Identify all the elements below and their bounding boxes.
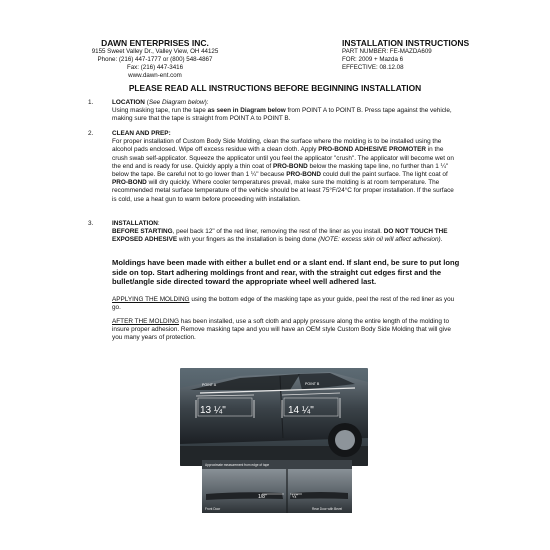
- after-paragraph: AFTER THE MOLDING has been installed, use a soft cloth and apply pressure along the entire length of the molding to insure proper adhesion. Remove masking tape and you will have an OEM style Custom Body Side Molding that will give you many years of protection.: [112, 318, 451, 342]
- company-fax: Fax: (216) 447-3416: [126, 64, 184, 71]
- section-number-1: 1.: [88, 99, 94, 106]
- company-phone: Phone: (216) 447-1777 or (800) 548-4867: [97, 56, 213, 63]
- detail-photo: [202, 460, 352, 513]
- section-clean-prep: CLEAN AND PREP: For proper installation of Custom Body Side Molding, clean the surface where the molding is to be installed using the alcohol pads enclosed. Wipe off excess residue with a clean cloth. Apply PRO-BOND ADHESIVE PROMOTER in the crush swab self-applicator. Squeeze the applicator until you feel the applicator "crush". The applicator will become wet on the end and is ready for use. Quickly apply a thin coat of PRO-BOND below the masking tape line, no further than 1 ¼" below the tape. Be careful not to go lower than 1 ¼" because PRO-BOND could dull the paint surface. The light coat of PRO-BOND will dry quickly. Where cooler temperatures prevail, make sure the molding is at room temperature. The recommended metal surface temperature of the vehicle should be at least 75°F/24°C for proper installation. If the surface is cold, use a heat gun to warm before proceeding with installation.: [112, 130, 454, 203]
- molding-end-note: Moldings have been made with either a bullet end or a slant end. If slant end, be sure to put long side on top. Start adhering moldings front and rear, with the straight cut edges first and the bullet/angle side directed toward the appropriate wheel well adhered last.: [112, 258, 460, 287]
- rear-door-label: Rear Door with Bevel: [312, 507, 343, 511]
- section-location: LOCATION (See Diagram below): Using masking tape, run the tape as seen in Diagram below from POINT A to POINT B. Press tape against the vehicle, making sure that the tape is straight from POINT A to POINT B.: [112, 99, 452, 123]
- front-door-label: Front Door: [205, 507, 221, 511]
- section-number-2: 2.: [88, 130, 94, 137]
- detail-caption: Approximate measurement from edge of tape: [205, 463, 270, 467]
- rear-measurement: 14 ¼": [288, 405, 314, 416]
- car-photo: [180, 368, 368, 466]
- gap-marker: ¼": [292, 494, 298, 500]
- part-number: PART NUMBER: FE-MAZDA609: [342, 48, 432, 55]
- company-name: DAWN ENTERPRISES INC.: [101, 38, 209, 48]
- company-address: 9155 Sweet Valley Dr., Valley View, OH 44125: [91, 48, 219, 55]
- doc-info-block: [342, 38, 492, 72]
- point-a-label: POINT A: [202, 383, 217, 387]
- section-title: INSTALLATION: [112, 220, 158, 227]
- read-all-warning: PLEASE READ ALL INSTRUCTIONS BEFORE BEGINNING INSTALLATION: [128, 83, 422, 93]
- company-web[interactable]: www.dawn-ent.com: [128, 72, 182, 79]
- gap-measurement: 1/8": [258, 494, 267, 500]
- section-title: LOCATION: [112, 99, 145, 106]
- doc-title: INSTALLATION INSTRUCTIONS: [342, 38, 470, 48]
- point-b-label: POINT B: [305, 382, 320, 386]
- car-side-diagram: [180, 368, 368, 466]
- vehicle: FOR: 2009 + Mazda 6: [342, 56, 404, 63]
- see-diagram: (See Diagram below):: [146, 99, 209, 106]
- front-measurement: 13 ¼": [200, 405, 226, 416]
- company-block: [80, 38, 230, 80]
- section-installation: INSTALLATION: BEFORE STARTING, peel back 12" of the red liner, removing the rest of the liner as you install. DO NOT TOUCH THE EXPOSED ADHESIVE with your fingers as the installation is being done (NOTE: excess skin oil will affect adhesion).: [112, 220, 448, 244]
- gap-detail-photo: [202, 460, 352, 513]
- applying-paragraph: APPLYING THE MOLDING using the bottom edge of the masking tape as your guide, peel the rest of the red liner as you go.: [112, 296, 455, 312]
- effective-date: EFFECTIVE: 08.12.08: [342, 64, 404, 71]
- section-title: CLEAN AND PREP: [112, 130, 169, 137]
- section-number-3: 3.: [88, 220, 94, 227]
